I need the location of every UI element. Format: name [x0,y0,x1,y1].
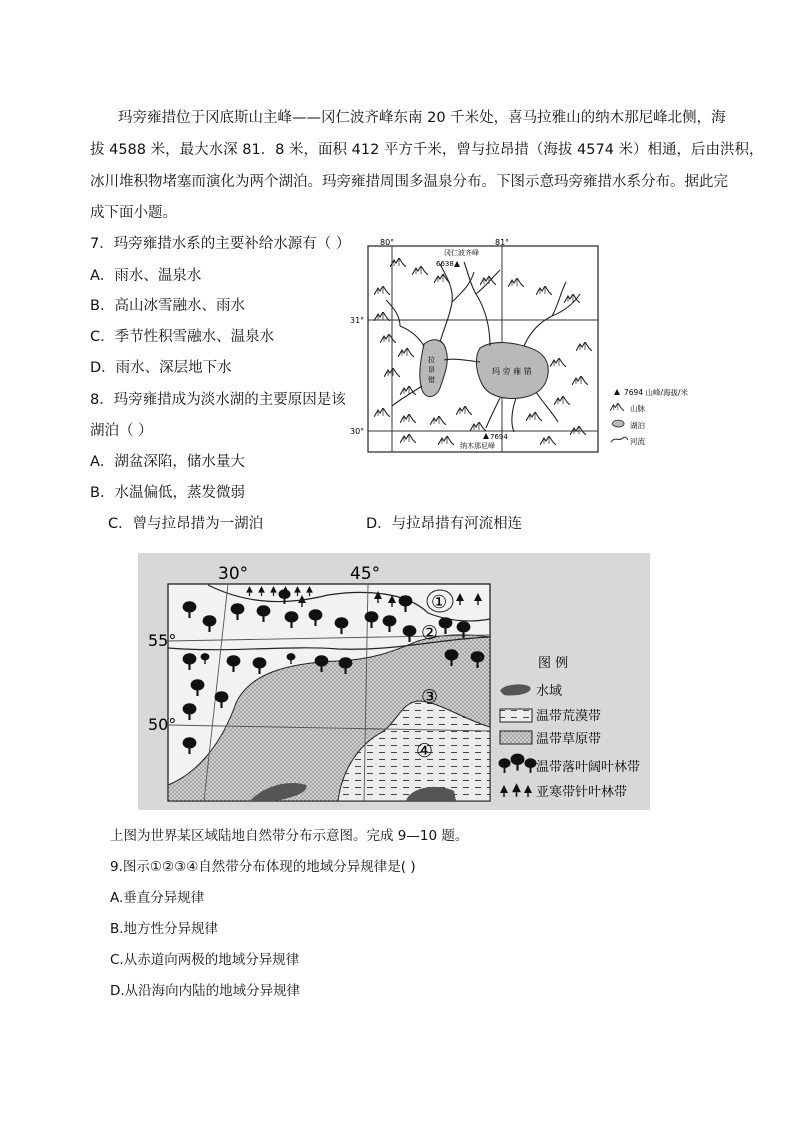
intro-line-1: 玛旁雍措位于冈底斯山主峰——冈仁波齐峰东南 20 千米处，喜马拉雅山的纳木那尼峰北侧，海 [118,110,726,126]
legend-lake-label: 湖泊 [630,421,645,430]
zone-2-label: ② [421,622,439,644]
q7-option-b: B．高山冰雪融水、雨水 [90,298,245,314]
lat-label-50: 50° [148,715,177,734]
legend-taiga-label: 亚寒带针叶林带 [536,785,628,800]
natural-zones-map [138,553,650,810]
lon-label-30: 30° [218,564,249,584]
q7-option-a: A．雨水、温泉水 [90,268,202,284]
legend-desert-label: 温带荒漠带 [536,709,602,724]
lake-west-char-1: 拉 [428,356,435,364]
intro-line-4: 成下面小题。 [90,205,177,221]
peak-north-name: 冈仁波齐峰 [444,249,479,257]
legend-steppe-label: 温带草原带 [536,732,602,747]
legend-title: 图 例 [538,656,569,671]
peak-south-elevation: 7694 [490,433,508,441]
legend-desert-icon [500,709,532,722]
zone-4-label: ④ [416,740,434,762]
map1-legend [610,387,689,446]
intro-line-3: 冰川堆积物堵塞而演化为两个湖泊。玛旁雍措周围多温泉分布。下图示意玛旁雍措水系分布。据此完 [90,174,728,190]
lake-east-label: 玛 旁 雍 错 [492,367,532,376]
lat-label-30: 30° [350,427,365,436]
peak-south-name: 纳木那尼峰 [460,442,495,450]
legend-steppe-icon [500,731,532,744]
lon-label-81: 81° [495,238,510,247]
legend-lake-icon [612,420,624,427]
q9-option-a: A.垂直分异规律 [110,890,205,906]
legend-mountain-label: 山脉 [630,404,645,413]
q8-option-d: D．与拉昂措有河流相连 [366,516,523,532]
legend-deciduous-label: 温带落叶阔叶林带 [536,760,641,775]
legend-mountain-icon [610,403,624,411]
q7-option-d: D．雨水、深层地下水 [90,360,232,376]
q9-option-d: D.从沿海向内陆的地域分异规律 [110,983,301,999]
q9-stem: 9.图示①②③④自然带分布体现的地域分异规律是( ) [110,859,416,875]
q7-stem: 7．玛旁雍措水系的主要补给水源有（ ） [90,236,351,252]
q8-option-a: A．湖盆深陷，储水量大 [90,454,245,470]
zone-1-label: ① [431,592,448,613]
lake-system-map [340,236,700,458]
q8-stem-line-1: 8．玛旁雍措成为淡水湖的主要原因是该 [90,392,346,408]
lat-label-55: 55° [148,631,177,650]
peak-north-elevation: 6638 [436,260,454,268]
lake-west-char-3: 错 [428,376,435,384]
lake-west-char-2: 昂 [428,366,435,374]
lon-label-45: 45° [350,564,381,584]
q7-option-c: C．季节性积雪融水、温泉水 [90,329,275,345]
legend-peak-label: 7694 山峰/海拔/米 [624,388,689,397]
q9-option-b: B.地方性分异规律 [110,921,219,937]
legend-peak-icon [614,389,620,395]
q8-stem-line-2: 湖泊（ ） [90,423,153,439]
q8-option-b: B．水温偏低，蒸发微弱 [90,485,245,501]
lon-label-80: 80° [380,238,395,247]
q9-option-c: C.从赤道向两极的地域分异规律 [110,952,300,968]
lat-label-31: 31° [350,316,365,325]
legend-river-label: 河流 [630,437,645,446]
legend-river-icon [611,437,628,442]
zone-3-label: ③ [421,686,439,708]
legend-water-label: 水域 [536,684,563,699]
figure-caption: 上图为世界某区域陆地自然带分布示意图。完成 9—10 题。 [110,828,469,844]
intro-line-2: 拔 4588 米，最大水深 81．8 米，面积 412 平方千米，曾与拉昂措（海拔 4574 米）相通，后由洪积， [90,142,764,158]
q8-option-c: C．曾与拉昂措为一湖泊 [108,516,264,532]
